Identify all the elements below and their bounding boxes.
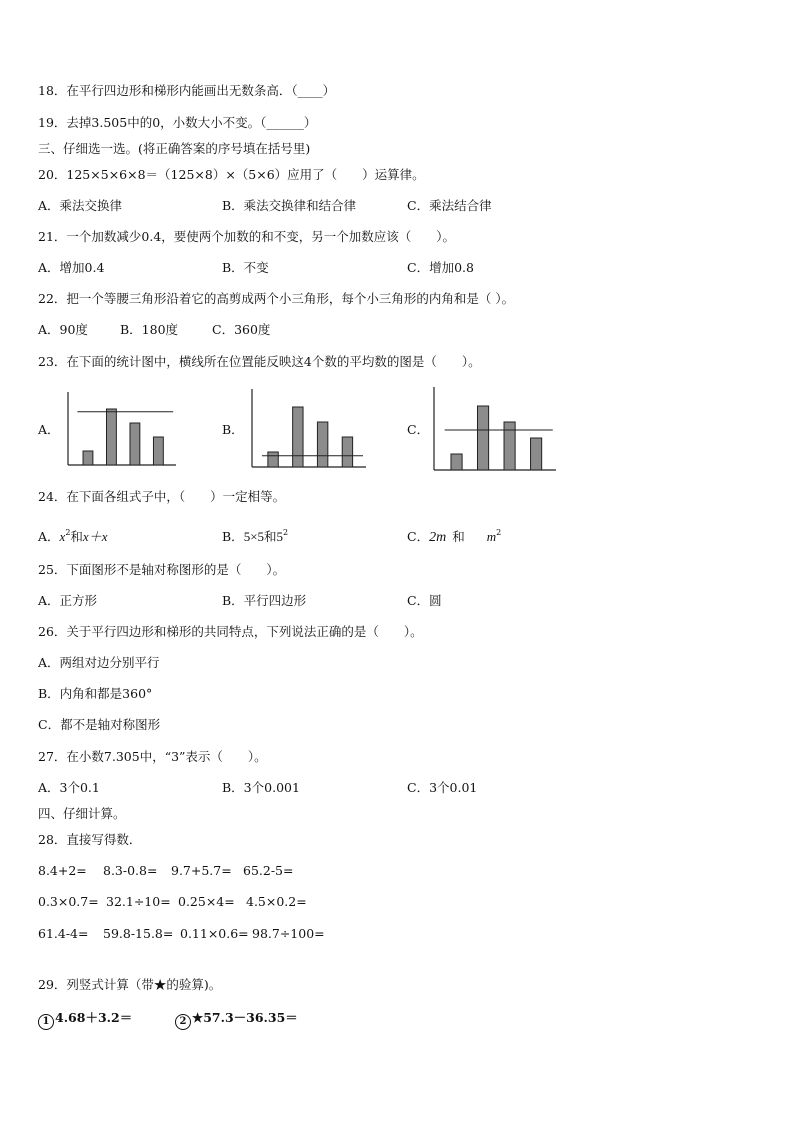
chart-c-bar-1 [451, 454, 462, 470]
q24-b-exp: 2 [283, 528, 289, 537]
calc-r3-c1: 61.4-4= [38, 926, 89, 941]
chart-a-bar-2 [107, 409, 117, 465]
q20-option-a: A．乘法交换律 [38, 198, 123, 213]
q24-b-label: B． [222, 529, 244, 544]
q23-option-b-label: B． [222, 422, 244, 437]
chart-c-bar-2 [477, 406, 488, 470]
question-29: 29．列竖式计算（带★的验算)。 [38, 977, 222, 992]
question-20: 20．125×5×6×8＝（125×8）×（5×6）应用了（ ）运算律。 [38, 167, 425, 182]
calc-r2-c4: 4.5×0.2= [246, 894, 307, 909]
q24-option-a [38, 525, 107, 545]
chart-a-bar-1 [83, 451, 93, 465]
q24-a-exp: 2 [65, 528, 71, 537]
q23-option-c-label: C． [407, 422, 430, 437]
q20-option-b: B．乘法交换律和结合律 [222, 198, 357, 213]
chart-b-bar-1 [268, 452, 278, 467]
calc-r1-c2: 8.3-0.8= [103, 863, 158, 878]
q24-c-left: 2m [429, 530, 447, 545]
q20-option-c: C．乘法结合律 [407, 198, 492, 213]
q26-option-c: C．都不是轴对称图形 [38, 717, 161, 732]
section-3-heading: 三、仔细选一选。(将正确答案的序号填在括号里) [38, 141, 311, 156]
q24-option-c [407, 525, 501, 546]
chart-a [66, 391, 178, 467]
q24-b-mid: 和 [264, 529, 277, 544]
chart-c-bar-4 [531, 438, 542, 470]
chart-c-bar-3 [504, 422, 515, 470]
q29-item-2 [175, 1010, 298, 1030]
q23-option-a-label: A． [38, 422, 60, 437]
q26-option-b: B．内角和都是360° [38, 686, 153, 701]
chart-a-bar-4 [153, 437, 163, 465]
calc-r1-c4: 65.2-5= [243, 863, 294, 878]
q21-option-b: B．不变 [222, 260, 269, 275]
question-27: 27．在小数7.305中，“3”表示（ ）。 [38, 749, 267, 764]
chart-b [250, 388, 368, 469]
calc-r2-c1: 0.3×0.7= [38, 894, 99, 909]
calc-r2-c3: 0.25×4= [178, 894, 235, 909]
circled-number-1: 1 [38, 1014, 54, 1030]
question-24: 24．在下面各组式子中，（ ）一定相等。 [38, 489, 286, 504]
q24-c-exp: 2 [496, 528, 502, 537]
question-18: 18．在平行四边形和梯形内能画出无数条高．（____） [38, 83, 336, 98]
q29-item-2-expr: ★57.3－36.35＝ [192, 1010, 298, 1025]
question-23: 23．在下面的统计图中，横线所在位置能反映这4个数的平均数的图是（ ）。 [38, 354, 481, 369]
chart-b-bar-4 [342, 437, 352, 467]
q27-option-a: A．3个0.1 [38, 780, 100, 795]
chart-b-bar-2 [293, 407, 303, 467]
calc-r3-c3: 0.11×0.6= [180, 926, 249, 941]
chart-a-bar-3 [130, 423, 140, 465]
question-28: 28．直接写得数． [38, 832, 142, 847]
calc-r3-c4: 98.7÷100= [252, 926, 325, 941]
q24-a-left: x [59, 529, 66, 544]
q24-c-label: C． [407, 529, 430, 544]
question-26: 26．关于平行四边形和梯形的共同特点，下列说法正确的是（ ）。 [38, 624, 423, 639]
q26-option-a: A．两组对边分别平行 [38, 655, 160, 670]
q24-option-b [222, 525, 288, 545]
section-4-heading: 四、仔细计算。 [38, 806, 126, 821]
q24-c-mid: 和 [452, 529, 465, 544]
calc-r1-c3: 9.7+5.7= [171, 863, 232, 878]
circled-number-2: 2 [175, 1014, 191, 1030]
q22-option-b: B．180度 [120, 322, 179, 337]
q27-option-c: C．3个0.01 [407, 780, 478, 795]
q24-a-label: A． [38, 529, 60, 544]
q22-option-c: C．360度 [212, 322, 271, 337]
chart-b-bar-3 [317, 422, 327, 467]
question-22: 22．把一个等腰三角形沿着它的高剪成两个小三角形，每个小三角形的内角和是（ ）。 [38, 291, 515, 306]
q21-option-c: C．增加0.8 [407, 260, 474, 275]
calc-r1-c1: 8.4+2= [38, 863, 87, 878]
q25-option-a: A．正方形 [38, 593, 98, 608]
q24-b-left: 5×5 [243, 529, 265, 544]
question-21: 21．一个加数减少0.4，要使两个加数的和不变，另一个加数应该（ ）。 [38, 229, 456, 244]
q24-c-right: m [486, 529, 497, 544]
q25-option-b: B．平行四边形 [222, 593, 307, 608]
chart-c [432, 386, 558, 472]
q27-option-b: B．3个0.001 [222, 780, 300, 795]
calc-r3-c2: 59.8-15.8= [103, 926, 174, 941]
q22-option-a: A．90度 [38, 322, 88, 337]
question-19: 19．去掉3.505中的0，小数大小不变。（______） [38, 115, 317, 130]
q21-option-a: A．增加0.4 [38, 260, 105, 275]
question-25: 25．下面图形不是轴对称图形的是（ ）。 [38, 562, 286, 577]
calc-r2-c2: 32.1÷10= [106, 894, 171, 909]
q24-a-mid: 和 [70, 529, 83, 544]
q29-item-1-expr: 4.68＋3.2＝ [55, 1010, 133, 1025]
q25-option-c: C．圆 [407, 593, 442, 608]
q29-item-1 [38, 1010, 132, 1030]
q24-b-right: 5 [276, 529, 284, 544]
q24-a-right: x＋x [82, 529, 108, 544]
